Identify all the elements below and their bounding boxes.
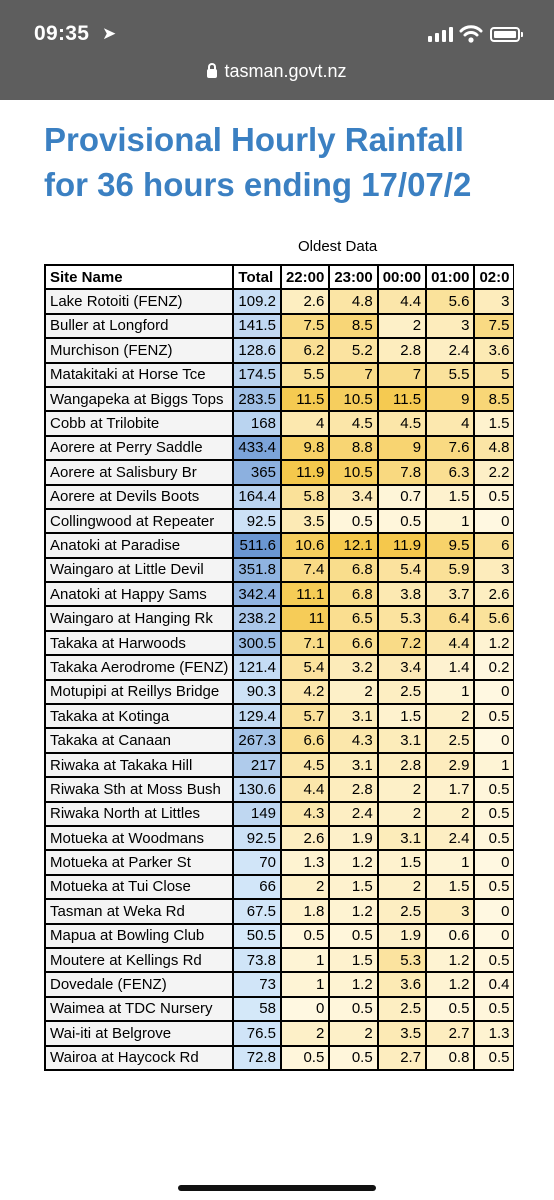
table-row [45,777,514,801]
hourly-value-cell: 1.5 [329,875,377,899]
hourly-value-cell: 1.5 [474,411,514,435]
hourly-value-cell: 11.9 [281,460,329,484]
hourly-value-cell: 2.2 [474,460,514,484]
hourly-value-cell: 3.5 [378,1021,426,1045]
hourly-value-cell: 4.4 [281,777,329,801]
hourly-value-cell: 2.5 [378,899,426,923]
page-title-line-2: for 36 hours ending 17/07/2 [44,166,472,203]
hourly-value-cell: 5.3 [378,948,426,972]
table-row [45,924,514,948]
hourly-value-cell: 7.5 [281,314,329,338]
site-name-cell: Waingaro at Little Devil [45,558,233,582]
hourly-value-cell: 0.5 [281,924,329,948]
table-row [45,509,514,533]
site-name-cell: Matakitaki at Horse Tce [45,363,233,387]
site-name-cell: Takaka at Canaan [45,728,233,752]
table-row [45,1021,514,1045]
hourly-value-cell: 9.5 [426,533,474,557]
hourly-value-cell: 5.4 [281,655,329,679]
table-row [45,606,514,630]
hourly-value-cell: 0.5 [474,802,514,826]
hourly-value-cell: 2.7 [426,1021,474,1045]
hourly-value-cell: 2 [426,704,474,728]
hourly-value-cell: 6.4 [426,606,474,630]
table-row [45,631,514,655]
hourly-value-cell: 1.2 [426,972,474,996]
total-cell: 130.6 [233,777,281,801]
hourly-value-cell: 1 [281,948,329,972]
hourly-value-cell: 10.5 [329,387,377,411]
table-row [45,533,514,557]
total-cell: 300.5 [233,631,281,655]
hourly-value-cell: 0.5 [474,704,514,728]
hourly-value-cell: 5.9 [426,558,474,582]
hourly-value-cell: 4.5 [281,753,329,777]
hourly-value-cell: 4.3 [281,802,329,826]
total-cell: 217 [233,753,281,777]
total-cell: 92.5 [233,826,281,850]
hourly-value-cell: 1.5 [378,704,426,728]
hourly-value-cell: 2.6 [281,826,329,850]
table-row [45,582,514,606]
hourly-value-cell: 1.3 [281,850,329,874]
hourly-value-cell: 1.8 [281,899,329,923]
wifi-icon [459,24,483,44]
lock-icon [207,69,217,78]
total-cell: 433.4 [233,436,281,460]
hourly-value-cell: 1.5 [426,485,474,509]
hourly-value-cell: 0.7 [378,485,426,509]
site-name-cell: Lake Rotoiti (FENZ) [45,289,233,313]
table-row [45,558,514,582]
hourly-value-cell: 5.3 [378,606,426,630]
site-name-cell: Collingwood at Repeater [45,509,233,533]
hourly-value-cell: 4.4 [378,289,426,313]
hourly-value-cell: 10.5 [329,460,377,484]
hourly-value-cell: 5.2 [329,338,377,362]
site-name-cell: Buller at Longford [45,314,233,338]
hourly-value-cell: 1.9 [378,924,426,948]
table-row [45,875,514,899]
hourly-value-cell: 3.1 [378,826,426,850]
hourly-value-cell: 0.5 [329,1046,377,1070]
site-name-cell: Motueka at Woodmans [45,826,233,850]
hourly-value-cell: 0 [474,850,514,874]
table-row [45,1046,514,1070]
hourly-value-cell: 0.5 [474,997,514,1021]
hourly-value-cell: 0.5 [474,485,514,509]
site-name-cell: Cobb at Trilobite [45,411,233,435]
header-hour: 01:00 [426,265,474,289]
oldest-data-label: Oldest Data [298,238,378,255]
hourly-value-cell: 2.5 [378,680,426,704]
hourly-value-cell: 10.6 [281,533,329,557]
hourly-value-cell: 0 [474,899,514,923]
total-cell: 90.3 [233,680,281,704]
site-name-cell: Waingaro at Hanging Rk [45,606,233,630]
hourly-value-cell: 3.2 [329,655,377,679]
site-name-cell: Anatoki at Paradise [45,533,233,557]
hourly-value-cell: 2.6 [281,289,329,313]
hourly-value-cell: 2.8 [378,753,426,777]
hourly-value-cell: 1 [281,972,329,996]
page-title-line-1: Provisional Hourly Rainfall [44,121,464,158]
total-cell: 164.4 [233,485,281,509]
hourly-value-cell: 3.7 [426,582,474,606]
table-row [45,363,514,387]
header-hour: 02:0 [474,265,514,289]
hourly-value-cell: 4.3 [329,728,377,752]
hourly-value-cell: 3.1 [329,753,377,777]
hourly-value-cell: 1.9 [329,826,377,850]
hourly-value-cell: 0.6 [426,924,474,948]
hourly-value-cell: 2 [378,802,426,826]
hourly-value-cell: 2 [426,802,474,826]
hourly-value-cell: 7.1 [281,631,329,655]
hourly-value-cell: 2.7 [378,1046,426,1070]
hourly-value-cell: 2.5 [378,997,426,1021]
hourly-value-cell: 7.4 [281,558,329,582]
hourly-value-cell: 0.5 [474,777,514,801]
header-hour: 23:00 [329,265,377,289]
page-title [44,117,514,207]
site-name-cell: Tasman at Weka Rd [45,899,233,923]
table-row [45,997,514,1021]
site-name-cell: Waimea at TDC Nursery [45,997,233,1021]
hourly-value-cell: 2.4 [329,802,377,826]
hourly-value-cell: 2 [329,1021,377,1045]
hourly-value-cell: 2 [281,1021,329,1045]
hourly-value-cell: 5.6 [426,289,474,313]
hourly-value-cell: 1.2 [426,948,474,972]
status-time: 09:35 [34,22,90,45]
hourly-value-cell: 0.2 [474,655,514,679]
table-row [45,485,514,509]
hourly-value-cell: 0 [474,924,514,948]
hourly-value-cell: 9 [426,387,474,411]
hourly-value-cell: 2 [378,777,426,801]
hourly-value-cell: 0.5 [474,875,514,899]
table-row [45,753,514,777]
table-row [45,436,514,460]
hourly-value-cell: 0.5 [474,826,514,850]
table-row [45,387,514,411]
total-cell: 50.5 [233,924,281,948]
site-name-cell: Aorere at Perry Saddle [45,436,233,460]
total-cell: 72.8 [233,1046,281,1070]
table-row [45,802,514,826]
total-cell: 92.5 [233,509,281,533]
total-cell: 351.8 [233,558,281,582]
total-cell: 238.2 [233,606,281,630]
hourly-value-cell: 2 [378,314,426,338]
total-cell: 141.5 [233,314,281,338]
hourly-value-cell: 1 [426,850,474,874]
hourly-value-cell: 5.8 [281,485,329,509]
hourly-value-cell: 5.7 [281,704,329,728]
total-cell: 121.4 [233,655,281,679]
hourly-value-cell: 5 [474,363,514,387]
hourly-value-cell: 3 [474,558,514,582]
hourly-value-cell: 11.9 [378,533,426,557]
site-name-cell: Wangapeka at Biggs Tops [45,387,233,411]
hourly-value-cell: 3.8 [378,582,426,606]
total-cell: 66 [233,875,281,899]
total-cell: 128.6 [233,338,281,362]
hourly-value-cell: 4.5 [329,411,377,435]
address-bar[interactable] [0,61,554,82]
hourly-value-cell: 9.8 [281,436,329,460]
home-indicator[interactable] [178,1185,376,1191]
hourly-value-cell: 0.5 [378,509,426,533]
table-header-row [45,265,514,289]
site-name-cell: Aorere at Devils Boots [45,485,233,509]
hourly-value-cell: 1.5 [426,875,474,899]
hourly-value-cell: 5.6 [474,606,514,630]
hourly-value-cell: 1.3 [474,1021,514,1045]
table-row [45,460,514,484]
site-name-cell: Takaka at Harwoods [45,631,233,655]
hourly-value-cell: 1.4 [426,655,474,679]
hourly-value-cell: 3.6 [474,338,514,362]
hourly-value-cell: 11 [281,606,329,630]
site-name-cell: Aorere at Salisbury Br [45,460,233,484]
hourly-value-cell: 11.5 [281,387,329,411]
hourly-value-cell: 0 [474,728,514,752]
hourly-value-cell: 3 [426,899,474,923]
total-cell: 73 [233,972,281,996]
hourly-value-cell: 0.5 [329,924,377,948]
rainfall-table [44,264,514,1071]
hourly-value-cell: 1 [426,509,474,533]
hourly-value-cell: 2 [281,875,329,899]
hourly-value-cell: 2.4 [426,338,474,362]
hourly-value-cell: 9 [378,436,426,460]
status-bar [0,0,554,100]
hourly-value-cell: 2.5 [426,728,474,752]
total-cell: 76.5 [233,1021,281,1045]
hourly-value-cell: 7 [378,363,426,387]
table-row [45,728,514,752]
header-hour: 22:00 [281,265,329,289]
hourly-value-cell: 0.5 [329,509,377,533]
table-row [45,704,514,728]
table-row [45,972,514,996]
hourly-value-cell: 1 [474,753,514,777]
table-row [45,680,514,704]
site-name-cell: Dovedale (FENZ) [45,972,233,996]
hourly-value-cell: 2.8 [378,338,426,362]
site-name-cell: Riwaka Sth at Moss Bush [45,777,233,801]
site-name-cell: Takaka at Kotinga [45,704,233,728]
hourly-value-cell: 6.2 [281,338,329,362]
hourly-value-cell: 4 [281,411,329,435]
site-name-cell: Moutere at Kellings Rd [45,948,233,972]
hourly-value-cell: 3.1 [378,728,426,752]
hourly-value-cell: 8.5 [329,314,377,338]
total-cell: 149 [233,802,281,826]
total-cell: 283.5 [233,387,281,411]
hourly-value-cell: 0.5 [426,997,474,1021]
hourly-value-cell: 1.2 [329,899,377,923]
hourly-value-cell: 1.2 [329,972,377,996]
header-hour: 00:00 [378,265,426,289]
location-arrow-icon: ➤ [102,24,117,43]
site-name-cell: Motupipi at Reillys Bridge [45,680,233,704]
total-cell: 129.4 [233,704,281,728]
hourly-value-cell: 4.4 [426,631,474,655]
hourly-value-cell: 6 [474,533,514,557]
total-cell: 70 [233,850,281,874]
hourly-value-cell: 2.4 [426,826,474,850]
total-cell: 109.2 [233,289,281,313]
site-name-cell: Mapua at Bowling Club [45,924,233,948]
header-total: Total [233,265,281,289]
table-row [45,314,514,338]
hourly-value-cell: 1.5 [378,850,426,874]
hourly-value-cell: 7.5 [474,314,514,338]
table-row [45,948,514,972]
hourly-value-cell: 0.5 [474,948,514,972]
total-cell: 168 [233,411,281,435]
hourly-value-cell: 1.2 [474,631,514,655]
total-cell: 174.5 [233,363,281,387]
site-name-cell: Murchison (FENZ) [45,338,233,362]
hourly-value-cell: 7 [329,363,377,387]
table-row [45,411,514,435]
hourly-value-cell: 1.7 [426,777,474,801]
hourly-value-cell: 0 [474,509,514,533]
hourly-value-cell: 2.9 [426,753,474,777]
total-cell: 267.3 [233,728,281,752]
site-name-cell: Riwaka at Takaka Hill [45,753,233,777]
table-row [45,850,514,874]
signal-icon [428,27,453,42]
site-name-cell: Motueka at Parker St [45,850,233,874]
hourly-value-cell: 5.5 [426,363,474,387]
total-cell: 73.8 [233,948,281,972]
header-site-name: Site Name [45,265,233,289]
hourly-value-cell: 7.2 [378,631,426,655]
hourly-value-cell: 3.1 [329,704,377,728]
table-row [45,289,514,313]
hourly-value-cell: 6.3 [426,460,474,484]
hourly-value-cell: 3 [426,314,474,338]
hourly-value-cell: 2.8 [329,777,377,801]
battery-icon [490,27,520,42]
hourly-value-cell: 0.5 [281,1046,329,1070]
site-name-cell: Motueka at Tui Close [45,875,233,899]
site-name-cell: Riwaka North at Littles [45,802,233,826]
hourly-value-cell: 6.6 [329,631,377,655]
hourly-value-cell: 0.8 [426,1046,474,1070]
site-name-cell: Wai-iti at Belgrove [45,1021,233,1045]
hourly-value-cell: 6.6 [281,728,329,752]
hourly-value-cell: 4.8 [474,436,514,460]
table-row [45,826,514,850]
page-content [0,100,514,1200]
hourly-value-cell: 0.5 [329,997,377,1021]
hourly-value-cell: 4 [426,411,474,435]
hourly-value-cell: 12.1 [329,533,377,557]
hourly-value-cell: 2 [329,680,377,704]
hourly-value-cell: 3.4 [378,655,426,679]
table-row [45,338,514,362]
total-cell: 365 [233,460,281,484]
hourly-value-cell: 4.2 [281,680,329,704]
hourly-value-cell: 3.5 [281,509,329,533]
total-cell: 342.4 [233,582,281,606]
hourly-value-cell: 11.5 [378,387,426,411]
hourly-value-cell: 5.5 [281,363,329,387]
hourly-value-cell: 1.5 [329,948,377,972]
total-cell: 511.6 [233,533,281,557]
hourly-value-cell: 3.6 [378,972,426,996]
hourly-value-cell: 0 [281,997,329,1021]
hourly-value-cell: 0 [474,680,514,704]
table-row [45,655,514,679]
hourly-value-cell: 7.6 [426,436,474,460]
hourly-value-cell: 1 [426,680,474,704]
hourly-value-cell: 7.8 [378,460,426,484]
hourly-value-cell: 6.8 [329,558,377,582]
site-name-cell: Wairoa at Haycock Rd [45,1046,233,1070]
hourly-value-cell: 11.1 [281,582,329,606]
hourly-value-cell: 0.5 [474,1046,514,1070]
total-cell: 58 [233,997,281,1021]
hourly-value-cell: 5.4 [378,558,426,582]
hourly-value-cell: 4.5 [378,411,426,435]
total-cell: 67.5 [233,899,281,923]
hourly-value-cell: 6.8 [329,582,377,606]
hourly-value-cell: 3.4 [329,485,377,509]
site-name-cell: Anatoki at Happy Sams [45,582,233,606]
hourly-value-cell: 2.6 [474,582,514,606]
hourly-value-cell: 8.5 [474,387,514,411]
hourly-value-cell: 4.8 [329,289,377,313]
table-row [45,899,514,923]
hourly-value-cell: 0.4 [474,972,514,996]
hourly-value-cell: 6.5 [329,606,377,630]
hourly-value-cell: 3 [474,289,514,313]
url-text: tasman.govt.nz [224,61,347,81]
hourly-value-cell: 8.8 [329,436,377,460]
site-name-cell: Takaka Aerodrome (FENZ) [45,655,233,679]
hourly-value-cell: 2 [378,875,426,899]
hourly-value-cell: 1.2 [329,850,377,874]
